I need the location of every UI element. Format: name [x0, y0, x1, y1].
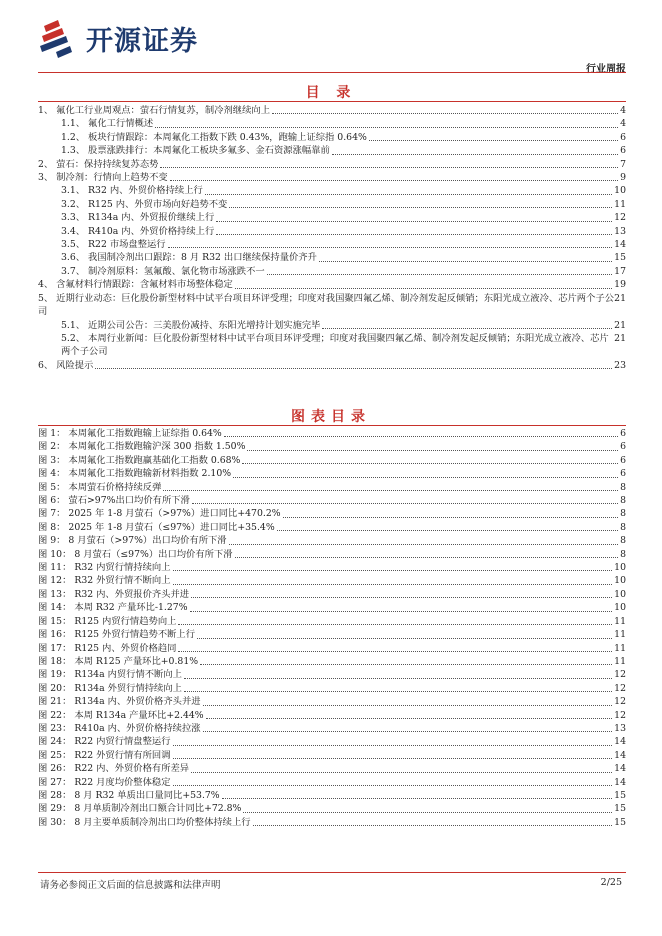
figure-entry-page: 6 [620, 468, 626, 480]
toc-entry-page: 10 [614, 185, 626, 197]
figure-entry[interactable] [38, 695, 626, 708]
figure-entry-text: 图 4： 本周氟化工指数跑输新材料指数 2.10% [38, 468, 232, 480]
toc-entry-text: 4、 含氟材料行情跟踪：含氟材料市场整体稳定 [38, 279, 233, 291]
figure-entry-page: 11 [614, 629, 626, 641]
figure-entry-page: 8 [620, 548, 626, 560]
figure-entry-text: 图 28： 8 月 R32 单质出口量同比+53.7% [38, 789, 220, 801]
toc-entry-page: 11 [614, 198, 626, 210]
toc-entry[interactable] [38, 171, 626, 184]
figure-entry-text: 图 2： 本周氟化工指数跑输沪深 300 指数 1.50% [38, 441, 246, 453]
dot-leader [229, 206, 612, 208]
dot-leader [163, 489, 618, 491]
figure-entry-page: 8 [620, 495, 626, 507]
figure-entry[interactable] [38, 776, 626, 789]
dot-leader [216, 233, 612, 235]
figure-entry[interactable] [38, 427, 626, 440]
figure-entry-page: 14 [614, 763, 626, 775]
figure-entry[interactable] [38, 762, 626, 775]
toc-entry-page: 21 [614, 319, 626, 331]
figure-entry-page: 6 [620, 428, 626, 439]
figure-entry-text: 图 19： R134a 内贸行情不断向上 [38, 669, 182, 681]
toc-entry-page: 6 [620, 145, 626, 157]
toc-entry-page: 13 [614, 225, 626, 237]
dot-leader [184, 690, 612, 692]
figure-entry-text: 图 20： R134a 外贸行情持续向上 [38, 682, 182, 694]
dot-leader [243, 811, 612, 813]
toc-entry-text: 3.1、 R32 内、外贸价格持续上行 [61, 185, 203, 197]
dot-leader [170, 179, 618, 181]
dot-leader [200, 663, 612, 665]
figure-entry-page: 12 [614, 696, 626, 708]
toc-entry[interactable] [38, 278, 626, 291]
dot-leader [191, 771, 612, 773]
figure-entry[interactable] [38, 642, 626, 655]
figure-entry-text: 图 7： 2025 年 1-8 月萤石（>97%）进口同比+470.2% [38, 508, 281, 520]
dot-leader [191, 596, 612, 598]
dot-leader [206, 717, 613, 719]
toc-entry-page: 19 [614, 279, 626, 291]
figure-entry[interactable] [38, 534, 626, 547]
toc-entry[interactable] [38, 238, 626, 251]
dot-leader [229, 543, 618, 545]
dot-leader [173, 784, 613, 786]
figure-entry[interactable] [38, 749, 626, 762]
dot-leader [173, 744, 613, 746]
toc-entry-page: 9 [620, 172, 626, 184]
toc-entry[interactable] [38, 117, 626, 130]
footer-disclaimer: 请务必参阅正文后面的信息披露和法律声明 [40, 880, 221, 891]
figures-title: 图表目录 [291, 409, 371, 425]
figure-entry-text: 图 5： 本周萤石价格持续反弹 [38, 481, 162, 493]
figure-entry-text: 图 21： R134a 内、外贸价格齐头并进 [38, 696, 201, 708]
toc-entry[interactable] [38, 359, 626, 372]
toc-entry-text: 3.5、 R22 市场盘整运行 [61, 239, 166, 251]
toc-entry[interactable] [38, 292, 626, 319]
toc-entry-page: 6 [620, 131, 626, 143]
figure-entry-text: 图 1： 本周氟化工指数跑输上证综指 0.64% [38, 428, 222, 439]
dot-leader [203, 704, 613, 706]
figure-entry[interactable] [38, 601, 626, 614]
figure-entry-page: 10 [614, 602, 626, 614]
dot-leader [168, 246, 613, 248]
toc-entry-text: 5.1、 近期公司公告：三美股份减持、东阳光增持计划实施完毕 [61, 319, 321, 331]
toc-entry[interactable] [38, 332, 626, 359]
toc-entry-text: 1.3、 股票涨跌排行：本周氟化工板块多氟多、金石资源涨幅靠前 [61, 145, 330, 157]
figure-entry[interactable] [38, 789, 626, 802]
toc-entry-text: 2、 萤石：保持持续复苏态势 [38, 158, 159, 170]
toc-entry[interactable] [38, 104, 626, 117]
figure-entry[interactable] [38, 722, 626, 735]
toc-entry-text: 3.2、 R125 内、外贸市场向好趋势不变 [61, 198, 228, 210]
dot-leader [155, 126, 618, 128]
figure-entry-page: 12 [614, 669, 626, 681]
figure-entry-page: 12 [614, 709, 626, 721]
toc-entry-text: 1.1、 氟化工行情概述 [61, 118, 154, 130]
figure-entry-page: 8 [620, 521, 626, 533]
table-of-contents [38, 104, 626, 372]
toc-entry-page: 4 [620, 118, 626, 130]
figure-entry-page: 13 [614, 722, 626, 734]
figure-entry[interactable] [38, 507, 626, 520]
dot-leader [235, 556, 619, 558]
figure-entry-text: 图 23： R410a 内、外贸价格持续拉涨 [38, 722, 201, 734]
toc-entry[interactable] [38, 265, 626, 278]
dot-leader [277, 529, 618, 531]
figures-list [38, 427, 626, 829]
dot-leader [178, 623, 612, 625]
figure-entry[interactable] [38, 467, 626, 480]
dot-leader [222, 797, 613, 799]
dot-leader [235, 287, 612, 289]
figure-entry-text: 图 24： R22 内贸行情盘整运行 [38, 736, 171, 748]
toc-entry-text: 3.7、 制冷剂原料：氢氟酸、氯化物市场涨跌不一 [61, 265, 265, 277]
toc-entry-page: 17 [614, 265, 626, 277]
dot-leader [272, 112, 618, 114]
dot-leader [197, 637, 612, 639]
figure-entry[interactable] [38, 561, 626, 574]
figure-entry[interactable] [38, 454, 626, 467]
figure-entry[interactable] [38, 816, 626, 829]
figure-entry-text: 图 27： R22 月度均价整体稳定 [38, 776, 171, 788]
figure-entry[interactable] [38, 628, 626, 641]
toc-entry-text: 3.4、 R410a 内、外贸价格持续上行 [61, 225, 215, 237]
figure-entry-text: 图 22： 本周 R134a 产量环比+2.44% [38, 709, 204, 721]
figure-entry[interactable] [38, 440, 626, 453]
figure-entry[interactable] [38, 735, 626, 748]
figure-entry-text: 图 6： 萤石>97%出口均价有所下滑 [38, 495, 190, 507]
figure-entry-text: 图 26： R22 内、外贸价格有所差异 [38, 763, 190, 775]
figure-entry[interactable] [38, 548, 626, 561]
figure-entry-text: 图 25： R22 外贸行情有所回调 [38, 749, 171, 761]
company-logo [38, 18, 198, 58]
dot-leader [224, 435, 618, 437]
dot-leader [319, 260, 612, 262]
report-type-label: 行业周报 [586, 64, 626, 75]
figure-entry-text: 图 3： 本周氟化工指数跑赢基础化工指数 0.68% [38, 454, 241, 466]
toc-entry-page: 21 [614, 332, 626, 344]
toc-entry-page: 12 [614, 212, 626, 224]
figure-entry-text: 图 18： 本周 R125 产量环比+0.81% [38, 655, 199, 667]
logo-mark-icon [38, 18, 80, 58]
toc-entry[interactable] [38, 319, 626, 332]
figure-entry[interactable] [38, 682, 626, 695]
footer-divider [38, 872, 626, 873]
figure-entry-page: 14 [614, 736, 626, 748]
figure-entry[interactable] [38, 615, 626, 628]
figure-entry-page: 10 [614, 575, 626, 587]
figure-entry-page: 14 [614, 749, 626, 761]
toc-title-divider [38, 101, 626, 102]
figures-title-divider [38, 425, 626, 426]
figure-entry-page: 6 [620, 441, 626, 453]
figure-entry[interactable] [38, 668, 626, 681]
figure-entry-page: 11 [614, 642, 626, 654]
figure-entry-page: 15 [614, 816, 626, 828]
figure-entry-page: 6 [620, 454, 626, 466]
toc-entry[interactable] [38, 251, 626, 264]
figure-entry-page: 14 [614, 776, 626, 788]
figure-entry[interactable] [38, 802, 626, 815]
dot-leader [184, 677, 612, 679]
header-divider [38, 72, 626, 73]
dot-leader [192, 502, 618, 504]
toc-entry-page: 4 [620, 105, 626, 116]
figure-entry-page: 11 [614, 655, 626, 667]
figure-entry[interactable] [38, 655, 626, 668]
dot-leader [216, 220, 612, 222]
toc-entry-text: 5.2、 本周行业新闻：巨化股份新型材料中试平台项目环评受理；印度对我国聚四氟乙烯、制冷剂发起反倾销；东阳光成立液冷、芯片两个子公司 [61, 332, 609, 358]
dot-leader [332, 153, 618, 155]
figure-entry[interactable] [38, 481, 626, 494]
figure-entry-text: 图 12： R32 外贸行情不断向上 [38, 575, 171, 587]
figure-entry-text: 图 29： 8 月单质制冷剂出口额合计同比+72.8% [38, 803, 242, 815]
toc-entry-text: 1.2、 板块行情跟踪：本周氟化工指数下跌 0.43%，跑输上证综指 0.64% [61, 131, 367, 143]
toc-entry-text: 3.6、 我国制冷剂出口跟踪：8 月 R32 出口继续保持量价齐升 [61, 252, 317, 264]
toc-title: 目 录 [305, 85, 357, 101]
toc-entry-text: 5、 近期行业动态：巨化股份新型材料中试平台项目环评受理；印度对我国聚四氟乙烯、制冷剂发起反倾销；东阳光成立液冷、芯片两个子公司 [38, 292, 614, 318]
page-number: 2/25 [600, 877, 622, 888]
toc-entry-page: 21 [614, 292, 626, 304]
toc-entry[interactable] [38, 184, 626, 197]
toc-entry[interactable] [38, 211, 626, 224]
toc-entry-text: 3.3、 R134a 内、外贸报价继续上行 [61, 212, 215, 224]
figure-entry-text: 图 8： 2025 年 1-8 月萤石（≤97%）进口同比+35.4% [38, 521, 275, 533]
toc-entry-page: 14 [614, 239, 626, 251]
toc-entry[interactable] [38, 198, 626, 211]
toc-entry[interactable] [38, 225, 626, 238]
dot-leader [95, 367, 612, 369]
figure-entry-page: 10 [614, 562, 626, 574]
figure-entry-text: 图 11： R32 内贸行情持续向上 [38, 562, 171, 574]
toc-entry-page: 15 [614, 252, 626, 264]
dot-leader [173, 757, 613, 759]
dot-leader [253, 824, 613, 826]
dot-leader [190, 610, 613, 612]
dot-leader [173, 569, 613, 571]
figure-entry[interactable] [38, 494, 626, 507]
toc-entry[interactable] [38, 131, 626, 144]
toc-entry[interactable] [38, 144, 626, 157]
dot-leader [173, 583, 613, 585]
figure-entry-page: 15 [614, 803, 626, 815]
figure-entry-text: 图 30： 8 月主要单质制冷剂出口均价整体持续上行 [38, 816, 251, 828]
figure-entry-text: 图 16： R125 外贸行情趋势不断上行 [38, 629, 196, 641]
figure-entry[interactable] [38, 588, 626, 601]
dot-leader [267, 273, 612, 275]
page-header [38, 18, 626, 70]
dot-leader [178, 650, 612, 652]
figure-entry-page: 10 [614, 588, 626, 600]
figure-entry-text: 图 13： R32 内、外贸报价齐头并进 [38, 588, 190, 600]
figure-entry-text: 图 17： R125 内、外贸价格趋同 [38, 642, 177, 654]
figure-entry-text: 图 10： 8 月萤石（≤97%）出口均价有所下滑 [38, 548, 233, 560]
toc-entry[interactable] [38, 158, 626, 171]
figure-entry[interactable] [38, 574, 626, 587]
dot-leader [322, 327, 612, 329]
dot-leader [203, 730, 613, 732]
toc-entry-page: 23 [614, 359, 626, 371]
dot-leader [160, 166, 618, 168]
figure-entry-page: 11 [614, 615, 626, 627]
dot-leader [205, 193, 612, 195]
dot-leader [369, 139, 618, 141]
figure-entry-text: 图 14： 本周 R32 产量环比-1.27% [38, 602, 188, 614]
toc-entry-text: 6、 风险提示 [38, 359, 94, 371]
toc-entry-text: 3、 制冷剂：行情向上趋势不变 [38, 172, 168, 184]
figure-entry[interactable] [38, 709, 626, 722]
dot-leader [247, 449, 618, 451]
figure-entry-text: 图 9： 8 月萤石（>97%）出口均价有所下滑 [38, 535, 227, 547]
dot-leader [233, 476, 618, 478]
company-name: 开源证券 [86, 25, 198, 57]
figure-entry-text: 图 15： R125 内贸行情趋势向上 [38, 615, 177, 627]
figure-entry-page: 12 [614, 682, 626, 694]
figure-entry[interactable] [38, 521, 626, 534]
figure-entry-page: 8 [620, 535, 626, 547]
toc-entry-page: 7 [620, 158, 626, 170]
toc-entry-text: 1、 氟化工行业周观点：萤石行情复苏，制冷剂继续向上 [38, 105, 270, 116]
figure-entry-page: 15 [614, 789, 626, 801]
figure-entry-page: 8 [620, 508, 626, 520]
dot-leader [283, 516, 619, 518]
dot-leader [242, 462, 618, 464]
figure-entry-page: 8 [620, 481, 626, 493]
